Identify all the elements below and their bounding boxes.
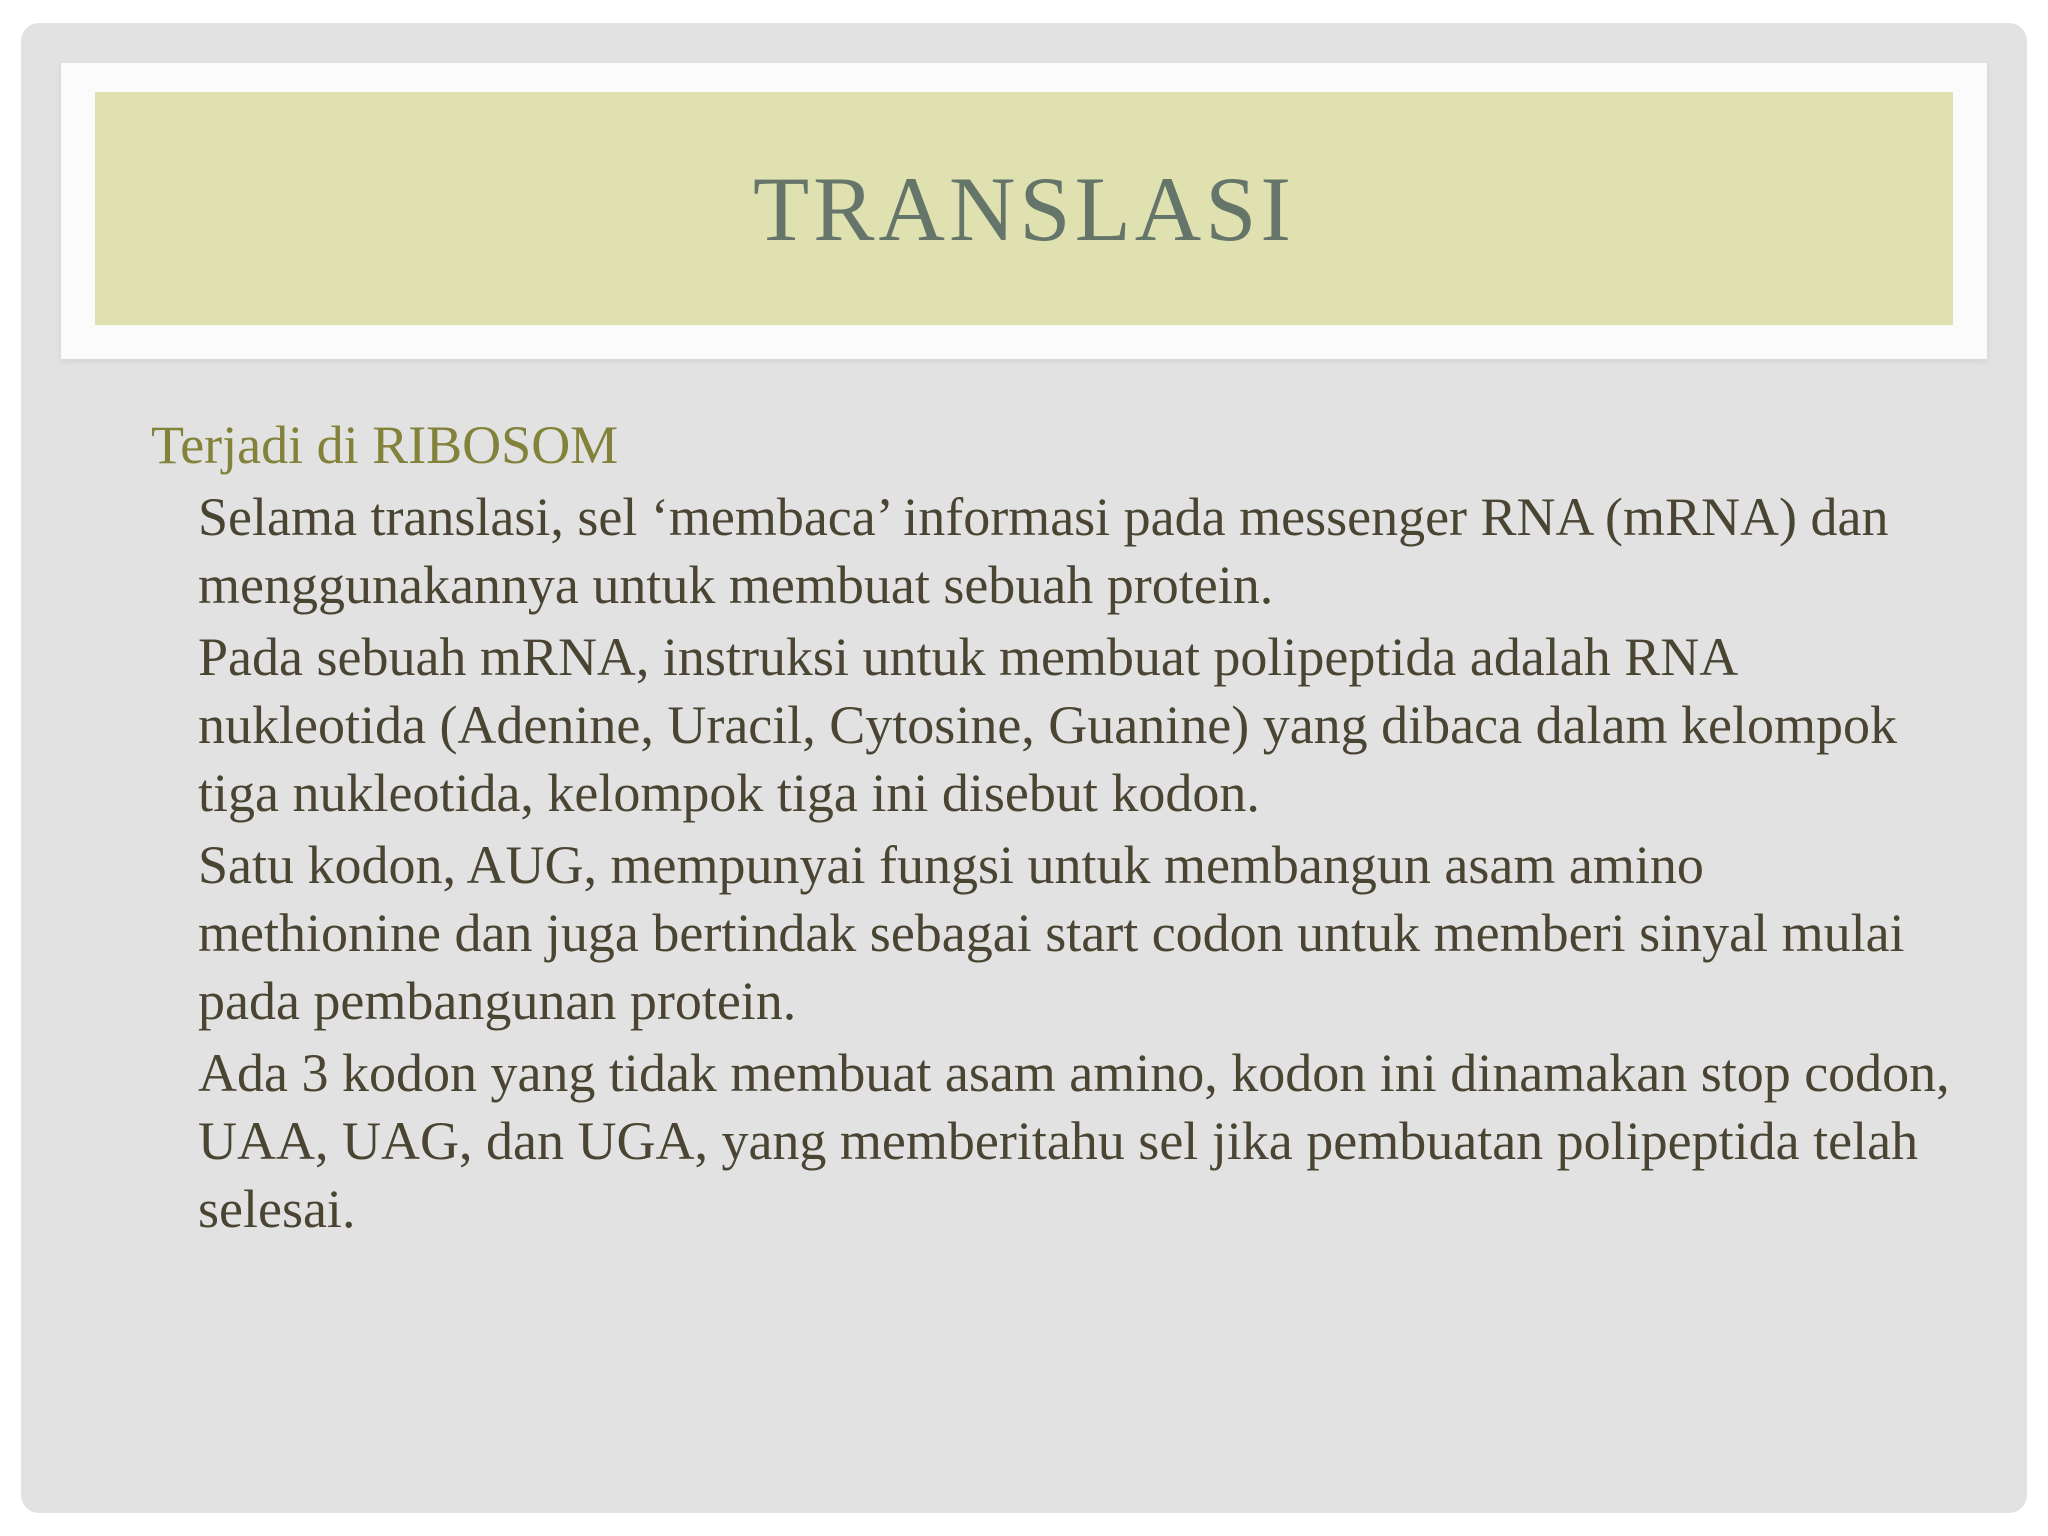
paragraph-3: Satu kodon, AUG, mempunyai fungsi untuk membangun asam amino methionine dan juga bertindak sebagai start codon untuk memberi sinyal mulai pada pembangunan protein. [198, 835, 1905, 1031]
content-heading: Terjadi di RIBOSOM [151, 415, 619, 475]
slide-title: TRANSLASI [752, 157, 1296, 260]
paragraph-1: Selama translasi, sel ‘membaca’ informasi pada messenger RNA (mRNA) dan menggunakannya untuk membuat sebuah protein. [198, 487, 1889, 615]
title-band [95, 92, 1953, 325]
slide [21, 23, 2027, 1513]
slide-content [151, 411, 1951, 1247]
paragraph-4: Ada 3 kodon yang tidak membuat asam amino, kodon ini dinamakan stop codon, UAA, UAG, dan UGA, yang memberitahu sel jika pembuatan polipeptida telah selesai. [198, 1043, 1950, 1239]
paragraph-2: Pada sebuah mRNA, instruksi untuk membuat polipeptida adalah RNA nukleotida (Adenine, Uracil, Cytosine, Guanine) yang dibaca dalam kelompok tiga nukleotida, kelompok tiga ini disebut kodon. [198, 627, 1897, 823]
